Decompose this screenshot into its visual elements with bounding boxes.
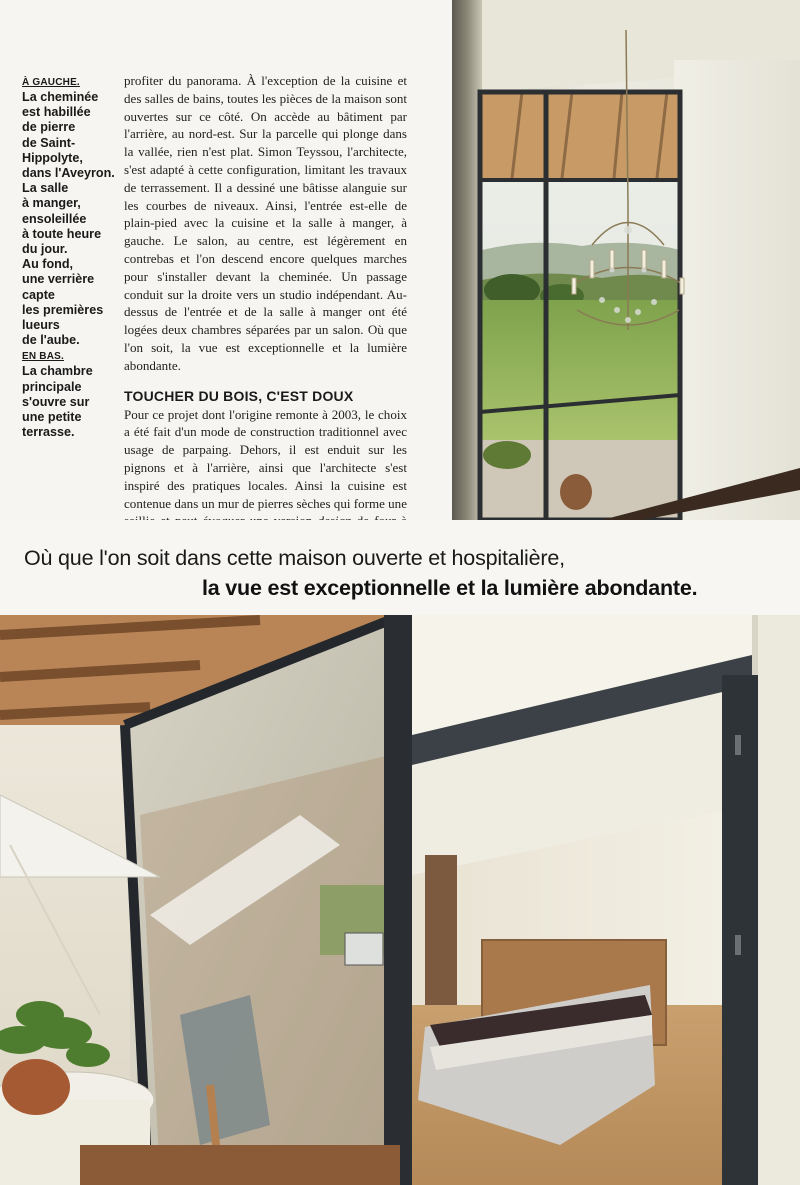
wardrobe-door [425,855,457,1005]
pull-quote [0,520,800,615]
caption-text-bottom: La chambre principale s'ouvre sur une petite terrasse. [22,364,93,440]
photo-bedroom-terrace [0,615,800,1185]
photo-window-illustration [452,0,800,520]
article-body [124,72,407,548]
meadow [482,300,680,440]
pull-quote-line-1: Où que l'on soit dans cette maison ouverte et hospitalière, [24,546,565,570]
caption-label-bottom: EN BAS. [22,351,64,363]
photo-window-chandelier [452,0,800,520]
caption-text-left: La cheminée est habillée de pierre de Saint- Hippolyte, dans l'Aveyron. La salle à manger, ensoleillée à toute heure du jour. Au fond, une verrière capte les premières lueurs de l'aube. [22,90,115,348]
photo-captions [22,74,122,440]
photo-bedroom-illustration [0,615,800,1185]
article-text-block [0,0,452,520]
article-paragraph-2-start: Pour ce projet dont l'origine remonte à 2003, le choix a été fait d'un mode de construction traditionnel avec usage de parpaing. Dehors, il est enduit sur les pignons et à l'arrière, ainsi que l'architecte s'est inspiré des pratiques locales. Ainsi la cuisine est contenue dans un mur de pierres sèches qui forme une [124,406,407,511]
pull-quote-line-2: la vue est exceptionnelle et la lumière abondante. [202,576,698,600]
caption-label-left: À GAUCHE. [22,77,80,88]
article-paragraph-1: profiter du panorama. À l'exception de la cuisine et des salles de bains, toutes les pièces de la maison sont ouvertes sur ce côté. On accède au bâtiment par l'arrière, au nord-est. Sur la parcelle qui plonge dans la vallée, rien n'est plat. Simon Teyssou, l'architecte, s'est adapté à cette configuration, limitant les travaux de terrassement. Il a dessiné une bâtisse alanguie sur les courbes de niveaux. Ainsi, l'entrée est-elle de plain-pied avec la cuisine et la salle à manger, à gauche. Le salon, au centre, est légèrement en contrebas et l'on descend encore quelques marches pour s'installer devant la cheminée. Un passage conduit sur la droite vers un studio indépendant. Au-dessus de l'entrée et de la salle à manger ont été logées deux chambres séparées par un salon. Où que l'on soit, la vue est exceptionnelle et la lumière abondante. [124,73,407,373]
plant-pot [560,474,592,510]
door-post [384,615,412,1185]
flower-pot [2,1059,70,1115]
article-subheading: TOUCHER DU BOIS, C'EST DOUX [124,387,354,404]
right-wall [674,60,800,520]
